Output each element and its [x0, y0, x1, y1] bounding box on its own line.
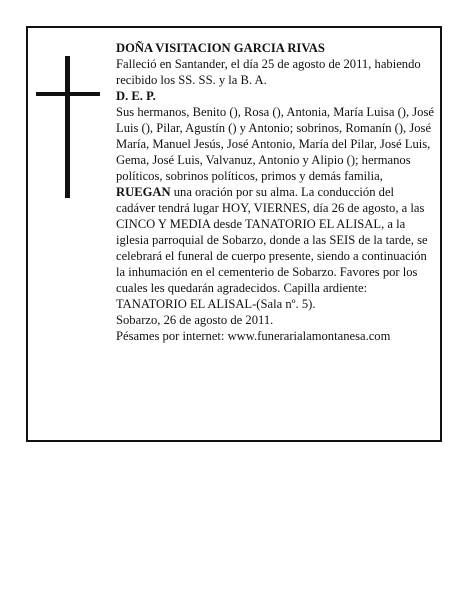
cross-horizontal-bar: [36, 92, 100, 96]
notice-text: [116, 40, 434, 344]
cross-icon: [36, 56, 100, 198]
condolences-line: Pésames por internet: www.funerarialamontanesa.com: [116, 329, 391, 343]
family-list: Sus hermanos, Benito (), Rosa (), Antonia, María Luisa (), José Luis (), Pilar, Agustín () y Antonio; sobrinos, Romanín (), José María, Manuel Jesús, José Antonio, María del Pilar, José Luis, Gema, José Luis, Valvanuz, Antonio y Alipio (); hermanos políticos, sobrinos políticos, primos y demás familia,: [116, 105, 434, 183]
cross-vertical-bar: [65, 56, 70, 198]
ceremony-paragraph: [116, 184, 434, 312]
ceremony-details: una oración por su alma. La conducción del cadáver tendrá lugar HOY, VIERNES, día 26 de agosto, a las CINCO Y MEDIA desde TANATORIO EL ALISAL, a la iglesia parroquial de Sobarzo, donde a las SEIS de la tarde, se celebrará el funeral de cuerpo presente, siendo a continuación la inhumación en el cementerio de Sobarzo. Favores por los cuales les quedarán agradecidos. Capilla ardiente: TANATORIO EL ALISAL-(Sala nº. 5).: [116, 185, 428, 311]
place-date: Sobarzo, 26 de agosto de 2011.: [116, 313, 274, 327]
rip-line: D. E. P.: [116, 89, 156, 103]
deceased-name: DOÑA VISITACION GARCIA RIVAS: [116, 41, 325, 55]
ruegan-word: RUEGAN: [116, 185, 171, 199]
obituary-notice: [26, 26, 442, 442]
death-announcement: Falleció en Santander, el día 25 de agosto de 2011, habiendo recibido los SS. SS. y la B. A.: [116, 57, 421, 87]
